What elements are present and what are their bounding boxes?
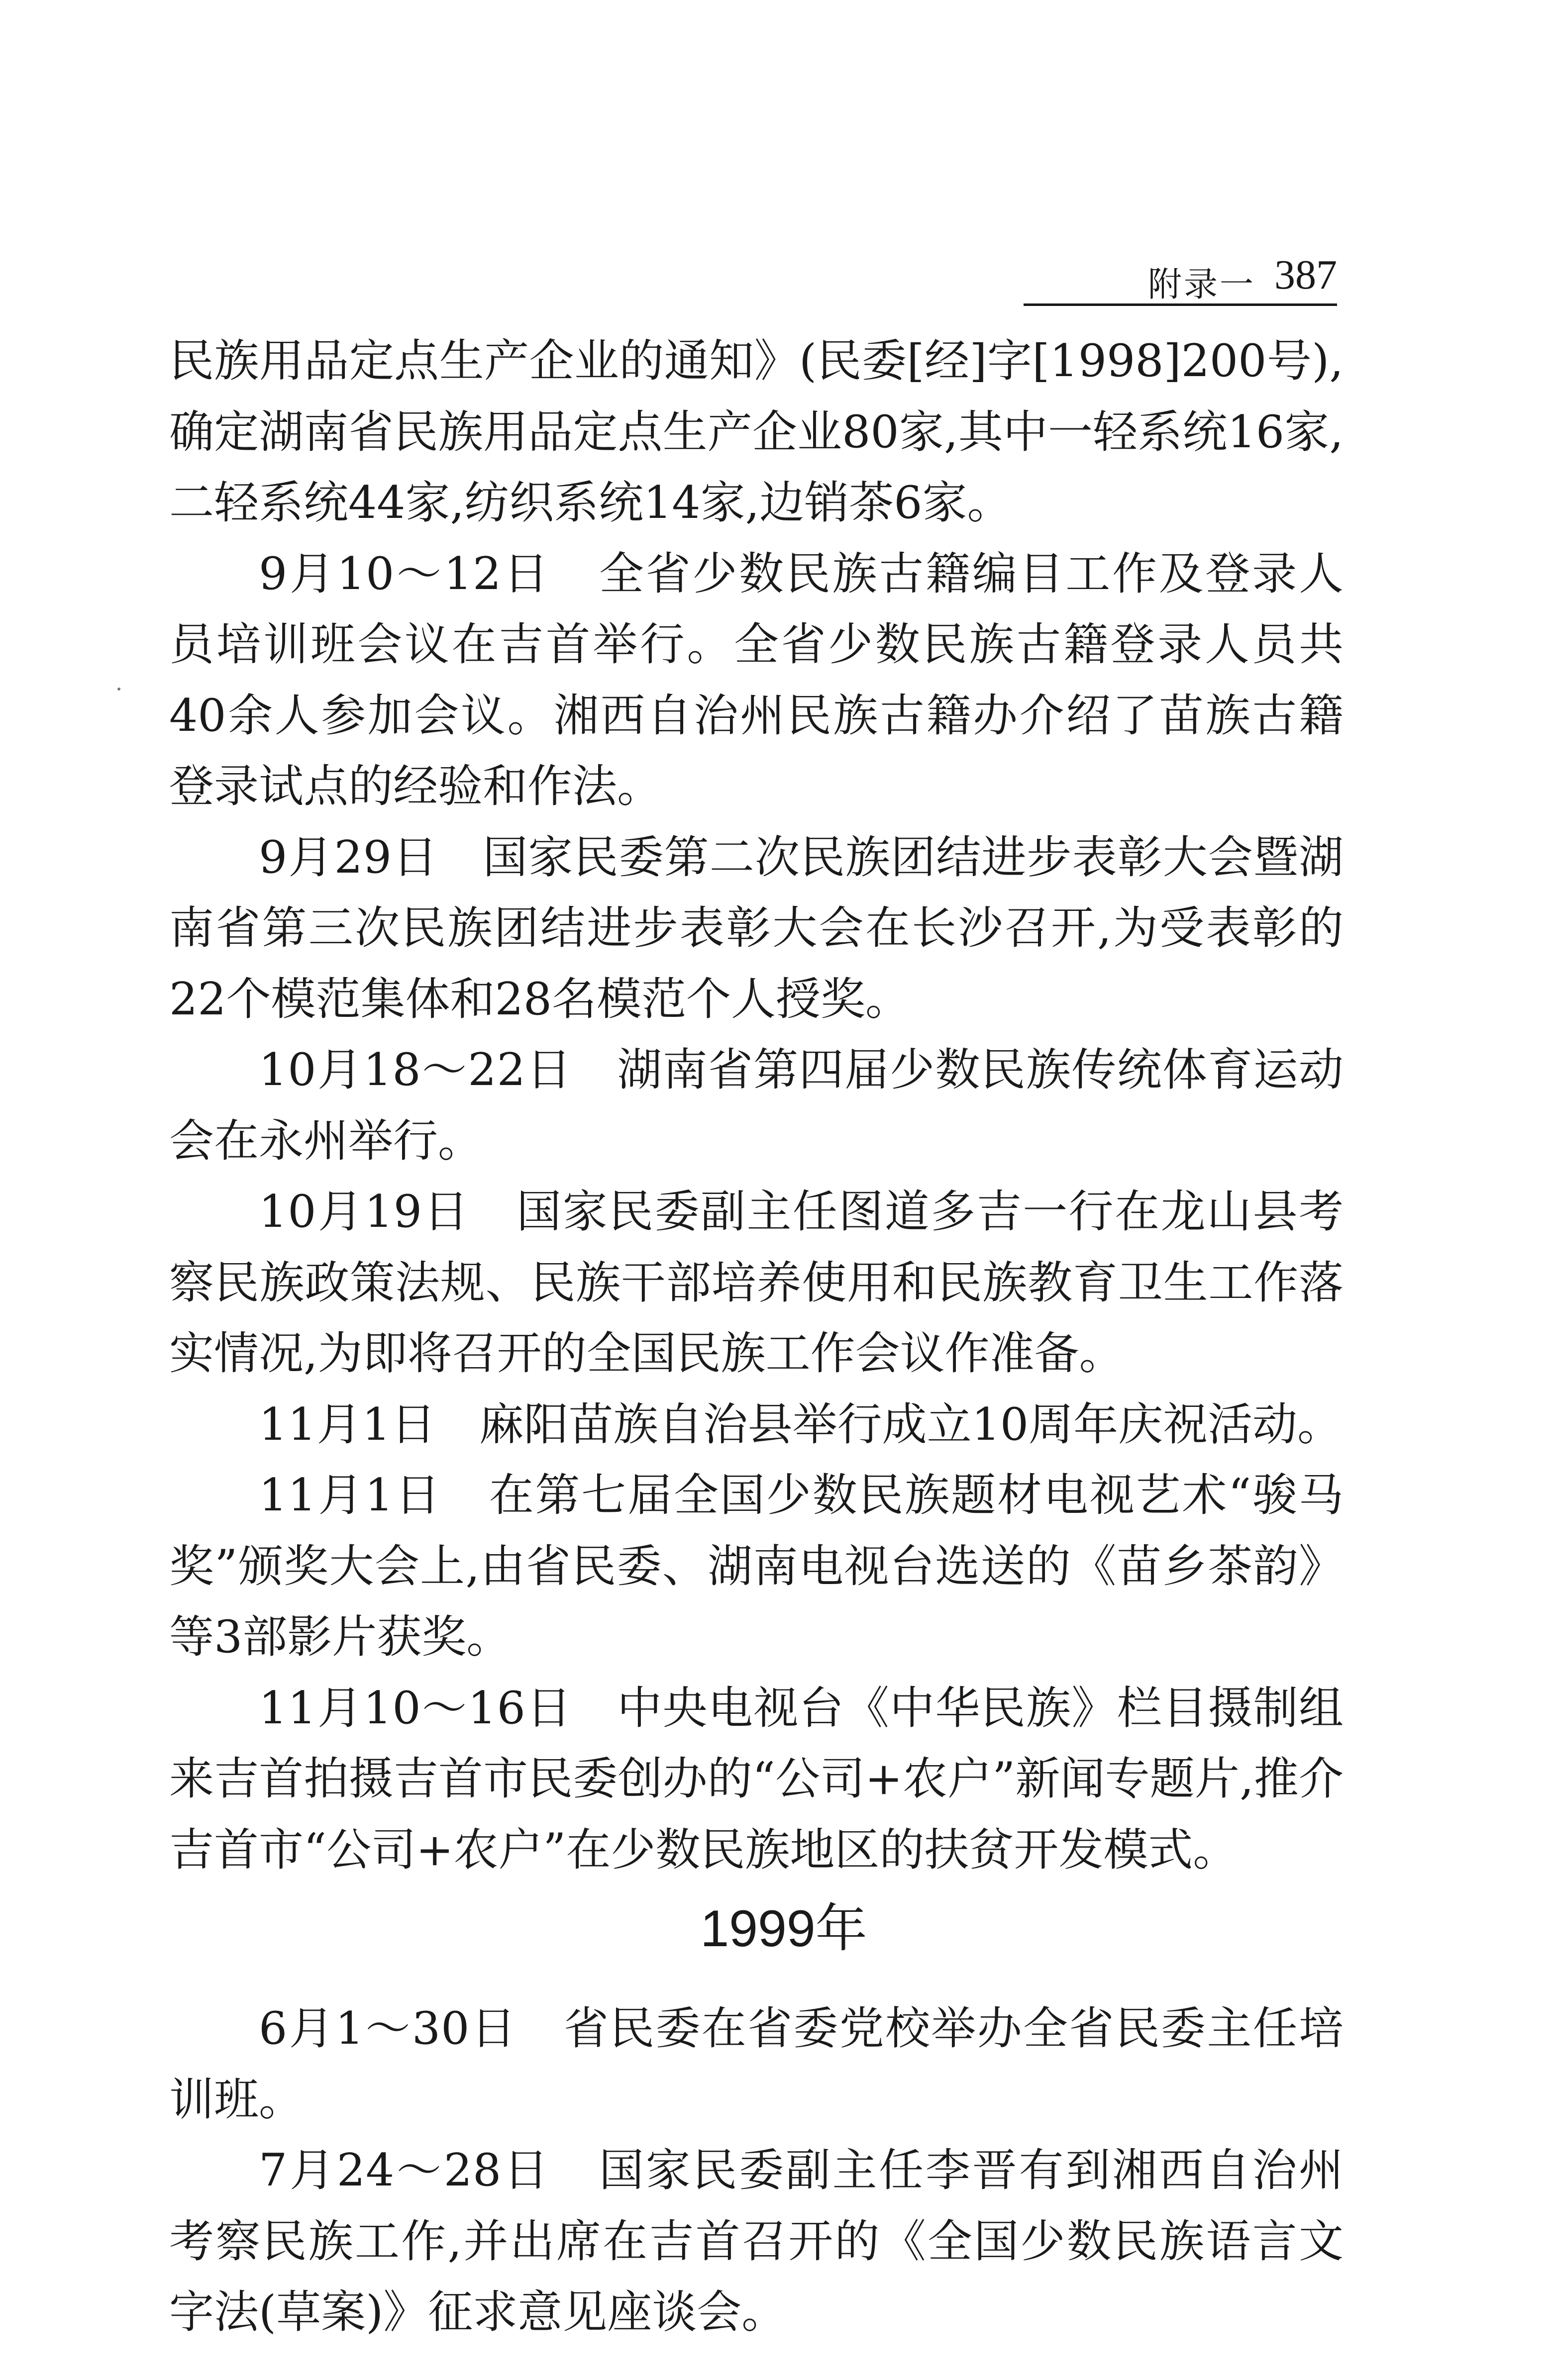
entry-text: 中央电视台《中华民族》栏目摄制组来吉首拍摄吉首市民委创办的“公司+农户”新闻专题片,推介吉首市“公司+农户”在少数民族地区的扶贫开发模式。 <box>169 1682 1344 1876</box>
entry-text: 全省少数民族古籍编目工作及登录人员培训班会议在吉首举行。全省少数民族古籍登录人员共40余人参加会议。湘西自治州民族古籍办介绍了苗族古籍登录试点的经验和作法。 <box>169 547 1344 812</box>
entry-date: 11月1日 <box>259 1469 442 1521</box>
entry-text: 国家民委第二次民族团结进步表彰大会暨湖南省第三次民族团结进步表彰大会在长沙召开,为受表彰的22个模范集体和28名模范个人授奖。 <box>169 831 1344 1025</box>
page-number: 387 <box>1274 252 1337 298</box>
chronicle-entry <box>169 1460 1344 1673</box>
entry-date: 9月29日 <box>259 831 439 884</box>
entry-date: 11月1日 <box>259 1398 436 1451</box>
year-heading: 1999年 <box>700 1900 867 1958</box>
entry-text: 国家民委副主任图道多吉一行在龙山县考察民族政策法规、民族干部培养使用和民族教育卫生工作落实情况,为即将召开的全国民族工作会议作准备。 <box>169 1186 1344 1380</box>
entry-date: 6月1～30日 <box>259 2002 518 2055</box>
entry-text: 麻阳苗族自治县举行成立10周年庆祝活动。 <box>479 1398 1343 1451</box>
entry-date: 10月19日 <box>259 1186 470 1238</box>
chronicle-entry <box>169 822 1344 1035</box>
entry-date: 11月10～16日 <box>259 1682 573 1734</box>
chronicle-entry <box>169 2135 1344 2348</box>
entry-text: 在第七届全国少数民族题材电视艺术“骏马奖”颁奖大会上,由省民委、湖南电视台选送的《苗乡茶韵》等3部影片获奖。 <box>169 1469 1344 1663</box>
chronicle-entry <box>169 1673 1344 1886</box>
body-text <box>169 326 1344 2348</box>
entry-text: 湖南省第四届少数民族传统体育运动会在永州举行。 <box>169 1044 1344 1167</box>
chronicle-entry <box>169 539 1344 822</box>
header-section-label: 附录一 <box>1148 265 1256 304</box>
entry-continued <box>169 326 1344 539</box>
entry-date: 10月18～22日 <box>259 1044 573 1096</box>
entry-text: 省民委在省委党校举办全省民委主任培训班。 <box>169 2002 1344 2126</box>
scan-speck <box>117 688 120 691</box>
entry-text: 国家民委副主任李晋有到湘西自治州考察民族工作,并出席在吉首召开的《全国少数民族语言文字法(草案)》征求意见座谈会。 <box>169 2144 1344 2338</box>
chronicle-entry <box>169 1389 1344 1461</box>
running-header <box>1024 249 1337 306</box>
chronicle-entry <box>169 1035 1344 1177</box>
chronicle-entry <box>169 1993 1344 2135</box>
entry-text: 民族用品定点生产企业的通知》(民委[经]字[1998]200号),确定湖南省民族用品定点生产企业80家,其中一轻系统16家,二轻系统44家,纺织系统14家,边销茶6家。 <box>169 335 1344 529</box>
entry-date: 9月10～12日 <box>259 547 551 600</box>
chronicle-entry <box>169 1177 1344 1389</box>
entry-date: 7月24～28日 <box>259 2144 551 2196</box>
